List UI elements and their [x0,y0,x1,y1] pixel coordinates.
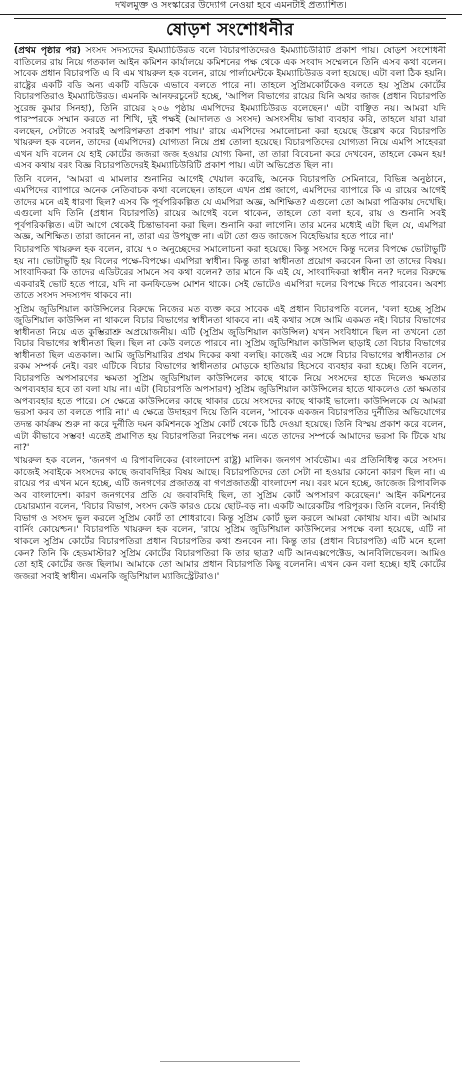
article-paragraph-5: খায়রুল হক বলেন, 'জনগণ এ রিপাবলিকের (বাংলাদেশ রাষ্ট্র) মালিক। জনগণ সার্বভৌম। এর প্রতিনিধিত্ব করে সংসদ। কাজেই সবাইকে সংসদের কাছে জবাবদিহির বিষয় আছে। বিচারপতিদের তো সেটা না হওয়ার কোনো কারণ ছিল না। এ রায়ের পর এখন মনে হচ্ছে, এটি জনগণের প্রজাতন্ত্র বা গণপ্রজাতন্ত্রী বাংলাদেশ নয়। বরং মনে হচ্ছে, জাজেজ রিপাবলিক অব বাংলাদেশ। কারণ জনগণের প্রতি যে জবাবদিহি ছিল, তা সুপ্রিম কোর্ট অপসারণ করেছেন।' আইন কমিশনের চেয়ারম্যান বলেন, 'বিচার বিভাগ, সংসদ কেউ কারও চেয়ে ছোট-বড় না। একটি আরেকটির পরিপূরক। তিনি বলেন, নির্বাহী বিভাগ ও সংসদ ভুল করলে সুপ্রিম কোর্ট তা শোধরাবে। কিন্তু সুপ্রিম কোর্ট ভুল করলে আমরা কোথায় যাব। এটা আমার বার্নিং কোয়েশ্চন।' বিচারপতি খায়রুল হক বলেন, 'রায়ে সুপ্রিম জুডিশিয়াল কাউন্সিলের সপক্ষে বলা হয়েছে, এটি না থাকলে সুপ্রিম কোর্টের বিচারপতিরা প্রধান বিচারপতির কথা শুনবেন না। কিন্তু তার (প্রধান বিচারপতি) এটি মনে হলো কেন? তিনি কি হেডমাস্টার? সুপ্রিম কোর্টের বিচারপতিরা কি তার ছাত্র? এটি আনএক্সপেক্টেড, আনবিলিভেবল। আমিও তো হাই কোর্টের জজ ছিলাম। আমাকে তো আমার প্রধান বিচারপতি কিছু বলেননি। এখন কেন বলা হচ্ছে। হাই কোর্টের জজরা সবাই স্বাধীন। এমনকি জুডিশিয়াল ম্যাজিস্ট্রেটরাও।' [14,456,446,582]
article-body [14,46,446,1058]
article-paragraph-4: সুপ্রিম জুডিশিয়াল কাউন্সিলের বিরুদ্ধে নিজের মত ব্যক্ত করে সাবেক এই প্রধান বিচারপতি বলেন, 'বলা হচ্ছে সুপ্রিম জুডিশিয়াল কাউন্সিল না থাকলে বিচার বিভাগের স্বাধীনতা থাকবে না। এই কথার সঙ্গে আমি একমত নই। বিচার বিভাগের স্বাধীনতা নিয়ে এত কুম্ভিরাশ্রু অপ্রয়োজনীয়। এটি (সুপ্রিম জুডিশিয়াল কাউন্সিল) যখন সংবিধানে ছিল না তখনো তো বিচার বিভাগের স্বাধীনতা ছিল। ছিল না কেউ বলতে পারবে না। সুপ্রিম জুডিশিয়াল কাউন্সিল ছাড়াই তো বিচার বিভাগের স্বাধীনতা ছিল এতকাল। আমি জুডিশিয়ারির প্রথম দিকের কথা বলছি। কাজেই এর সঙ্গে বিচার বিভাগের স্বাধীনতার সে রকম সম্পর্ক নেই। বরং এটিকে বিচার বিভাগের স্বাধীনতার মোড়কে হাতিয়ার হিসেবে ব্যবহার করা হচ্ছে। তিনি বলেন, বিচারপতি অপসারণের ক্ষমতা সুপ্রিম জুডিশিয়াল কাউন্সিলের কাছে থাকে নিয়ে সংসদের হাতে দিলেও ক্ষমতার অপব্যবহার হবে তা বলা যায় না। এটা (বিচারপতি অপসারণ) সুপ্রিম জুডিশিয়াল কাউন্সিলের হাতে থাকলেও তো ক্ষমতার অপব্যবহার হতে পারে। সে ক্ষেত্রে কাউন্সিলের কাছে থাকার চেয়ে সংসদের কাছে থাকাই ভালো। কাউন্সিলকে যে আমরা ভরসা করব তা বলতে পারি না।' এ ক্ষেত্রে উদাহরণ দিয়ে তিনি বলেন, 'সাবেক একজন বিচারপতির দুর্নীতির অভিযোগের তদন্ত কার্যক্রম শুরু না করে দুর্নীতি দমন কমিশনকে সুপ্রিম কোর্ট থেকে চিঠি দেওয়া হয়েছে। তিনি বিস্ময় প্রকাশ করে বলেন, এটা কীভাবে সম্ভব! এতেই প্রমাণিত হয় বিচারপতিরা নিরপেক্ষ নন। এতে তাদের সম্পর্কে আমাদের ভরসা কি টিকে যায় না?' [14,304,446,454]
bottom-rule [160,1061,300,1062]
article-paragraph-2: তিনি বলেন, 'আমরা এ মামলার শুনানির আগেই খেয়াল করেছি, অনেক বিচারপতি সেমিনারে, বিভিন্ন অনুষ্ঠানে, এমপিদের ব্যাপারে অনেক নেতিবাচক কথা বলেছেন। তাহলে এখন প্রশ্ন জাগে, এমপিদের ব্যাপারে কি এ রায়ের আগেই তাদের মনে এই ধারণা ছিল? এসব কি পূর্বপরিকল্পিত যে এমপিরা অজ্ঞ, অশিক্ষিত? এগুলো তো আমরা পত্রিকায় দেখেছি। এগুলো যদি তিনি (প্রধান বিচারপতি) রায়ের আগেই বলে থাকেন, তাহলে তো বলা হবে, রায় ও শুনানি সবই পূর্বপরিকল্পিত। এটা আগে থেকেই চিন্তাভাবনা করা ছিল। শুনানি করা লাগেনি। তার মনের মধ্যেই এটা ছিল যে, এমপিরা অজ্ঞ, অশিক্ষিত। তারা জানেন না, তারা এর উপযুক্ত না। এটা তো গুড জাজেস বিহেভিয়ার হতে পারে না।' [14,174,446,243]
article-paragraph-1 [14,46,446,173]
continuation-tag: (প্রথম পৃষ্ঠার পর) [14,46,81,56]
previous-article-tail: দখলমুক্ত ও সংস্কারের উদ্যোগ নেওয়া হবে এমনটাই প্রত্যাশিত। [0,0,462,15]
paragraph-text: সংসদ সদস্যদের ইমম্যাচিউরড বলে বিচারপতিদেরও ইমম্যাচিউরিটি প্রকাশ পায়। ষোড়শ সংশোধনী বাতিলের রায় নিয়ে গতকাল আইন কমিশন কার্যালয়ে কমিশনের পক্ষ থেকে এক সংবাদ সম্মেলনে তিনি এসব কথা বলেন। সাবেক প্রধান বিচারপতি এ বি এম খায়রুল হক বলেন, রায়ে পার্লামেন্টকে ইমম্যাচিউরড বলা হয়েছে। এটা বলা ঠিক হয়নি। রাষ্ট্রের একটি বডি অন্য একটি বডিকে এভাবে বলতে পারে না। তাহলে সুপ্রিমকোর্টকেও বলতে হয় সুপ্রিম কোর্টের বিচারপতিরাও ইমম্যাচিউরড। এমনকি আনফরচুনেট হচ্ছে, 'আপিল বিভাগের রায়ের যিনি অথর জাজ (প্রধান বিচারপতি সুরেন্দ্র কুমার সিনহা), তিনি রায়ের ২০৬ পৃষ্ঠায় এমপিদের ইমম্যাচিউরড বলেছেন।' এটা বাঞ্ছিত নয়। আমরা যদি পারস্পরকে সম্মান করতে না শিখি, দুই পক্ষই (আদালত ও সংসদ) অসংসদীয় ভাষা ব্যবহার করি, তাহলে যারা যারা বলছেন, সেটাতে সবারই অপরিপক্বতা প্রকাশ পায়।' রায়ে এমপিদের সমালোচনা করা হয়েছে উল্লেখ করে বিচারপতি খায়রুল হক বলেন, তাদের (এমপিদের) যোগ্যতা নিয়ে প্রশ্ন তোলা হয়েছে। বিচারপতিদের যোগ্যতা নিয়ে এমপি সাহেবরা এখন যদি বলেন যে হাই কোর্টের জজরা জজ হওয়ার যোগ্য কিনা, তা তারা বিবেচনা করে দেখবেন, তাহলে কেমন হয়! এসব কথায় বরং বিজ্ঞ বিচারপতিদেরই ইমম্যাচিউরিটি প্রকাশ পায়। এটা অভিপ্রেত ছিল না। [14,46,446,172]
article-headline: ষোড়শ সংশোধনীর [165,20,295,40]
headline-box [14,18,446,44]
article-paragraph-3: বিচারপতি খায়রুল হক বলেন, রায়ে ৭০ অনুচ্ছেদের সমালোচনা করা হয়েছে। কিন্তু সংসদে কিন্তু দলের বিপক্ষে ভোটাভুটি হয় না। ভোটাভুটি হয় বিলের পক্ষে-বিপক্ষে। এমপিরা স্বাধীন। কিন্তু তারা স্বাধীনতা প্রয়োগ করবেন কিনা তা তাদের বিষয়। সাংবাদিকরা কি তাদের এডিটরের সামনে সব কথা বলেন? তার মানে কি এই যে, সাংবাদিকরা স্বাধীন নন? দলের বিরুদ্ধে একবারই ভোট হতে পারে, যদি না কনফিডেন্স মোশন থাকে। সেই ভোটেও এমপিরা দলের বিপক্ষে দিতে পারবেন। অবশ্য তাতে সংসদ সদস্যপদ থাকবে না। [14,245,446,302]
